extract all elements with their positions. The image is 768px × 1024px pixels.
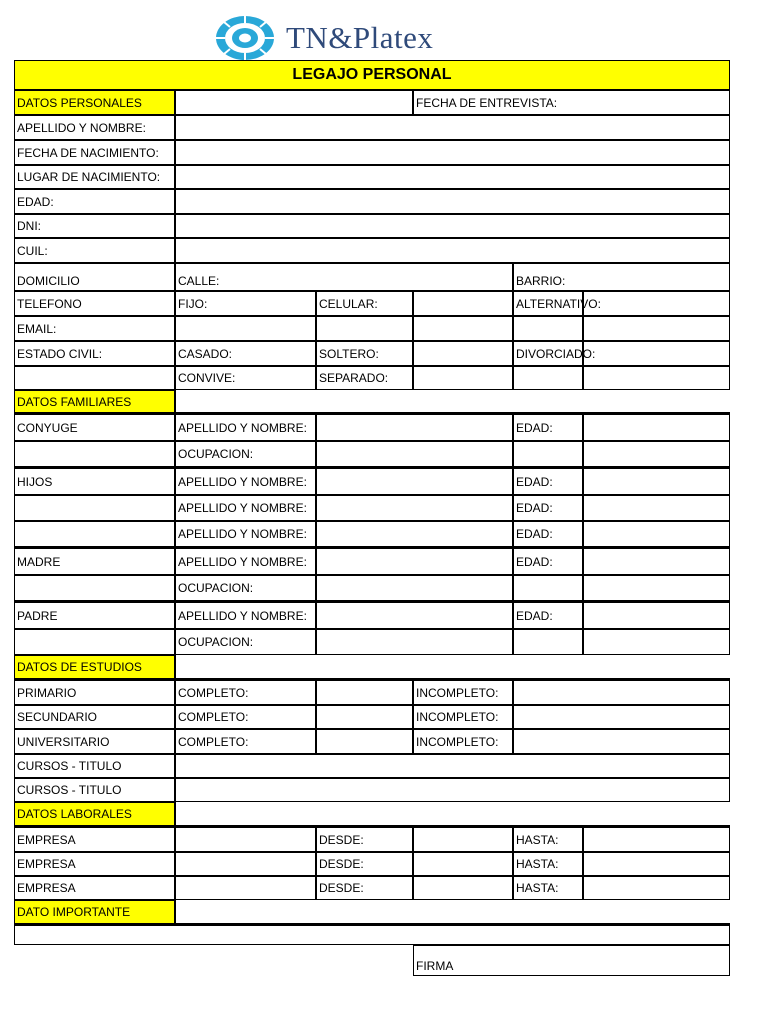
madre-ocupacion-label: OCUPACION: [175, 575, 316, 601]
universitario-incompleto-label: INCOMPLETO: [413, 729, 513, 754]
sun-logo-icon [214, 14, 276, 62]
hijo-1-edad-field[interactable] [583, 468, 730, 495]
conyuge-ocupacion-field[interactable] [316, 441, 513, 467]
universitario-incompleto-field[interactable] [513, 729, 730, 754]
apellido-nombre-field[interactable] [175, 115, 730, 140]
lugar-nacimiento-field[interactable] [175, 165, 730, 189]
empresa-3-field[interactable] [175, 876, 316, 900]
madre-ocupacion-cell-5[interactable] [583, 575, 730, 601]
empresa-1-hasta-label: HASTA: [513, 827, 583, 852]
calle-field[interactable] [175, 263, 513, 291]
secundario-incompleto-label: INCOMPLETO: [413, 705, 513, 729]
section-dato-importante: DATO IMPORTANTE [14, 900, 175, 924]
dni-label: DNI: [14, 214, 175, 238]
hijo-1-apellido-label: APELLIDO Y NOMBRE: [175, 468, 316, 495]
cursos-titulo-1-field[interactable] [175, 754, 730, 778]
firma-label: FIRMA [416, 959, 454, 973]
secundario-completo-label: COMPLETO: [175, 705, 316, 729]
email-cell-2[interactable] [316, 316, 413, 341]
casado-label: CASADO: [178, 346, 233, 361]
padre-ocupacion-label: OCUPACION: [175, 629, 316, 655]
convive-label: CONVIVE: [178, 371, 236, 385]
fecha-nacimiento-label: FECHA DE NACIMIENTO: [14, 140, 175, 165]
estado-civil-blank [14, 366, 175, 390]
secundario-label: SECUNDARIO [14, 705, 175, 729]
calle-label: CALLE: [178, 274, 220, 288]
dato-importante-spacer [175, 900, 730, 924]
primario-incompleto-label: INCOMPLETO: [413, 680, 513, 705]
empresa-1-hasta-field[interactable] [583, 827, 730, 852]
primario-completo-label: COMPLETO: [175, 680, 316, 705]
empresa-1-desde-label: DESDE: [316, 827, 413, 852]
empresa-3-hasta-label: HASTA: [513, 876, 583, 900]
conyuge-ocupacion-cell-5[interactable] [583, 441, 730, 467]
dato-importante-field[interactable] [14, 925, 730, 945]
hijo-2-edad-label: EDAD: [513, 495, 583, 521]
cuil-field[interactable] [175, 238, 730, 263]
conyuge-ocupacion-cell-4[interactable] [513, 441, 583, 467]
hijos-blank-3 [14, 521, 175, 547]
universitario-label: UNIVERSITARIO [14, 729, 175, 754]
conyuge-label: CONYUGE [14, 414, 175, 441]
separado-label: SEPARADO: [316, 366, 413, 390]
convive-field[interactable] [175, 366, 316, 390]
divorciado-label: DIVORCIADO: [513, 341, 583, 366]
padre-ocupacion-cell-5[interactable] [583, 629, 730, 655]
fijo-label: FIJO: [178, 296, 208, 311]
padre-edad-field[interactable] [583, 602, 730, 629]
edad-label: EDAD: [14, 189, 175, 214]
empresa-2-hasta-field[interactable] [583, 852, 730, 876]
section-datos-laborales: DATOS LABORALES [14, 802, 175, 826]
empresa-2-field[interactable] [175, 852, 316, 876]
fecha-nacimiento-field[interactable] [175, 140, 730, 165]
lugar-nacimiento-label: LUGAR DE NACIMIENTO: [14, 165, 175, 189]
padre-ocupacion-field[interactable] [316, 629, 513, 655]
legajo-form [14, 60, 730, 976]
barrio-field[interactable] [513, 263, 730, 291]
primario-incompleto-field[interactable] [513, 680, 730, 705]
barrio-label: BARRIO: [516, 274, 566, 288]
empresa-3-label: EMPRESA [14, 876, 175, 900]
fijo-field[interactable] [175, 291, 316, 316]
email-cell-4[interactable] [513, 316, 583, 341]
madre-ocupacion-field[interactable] [316, 575, 513, 601]
primario-label: PRIMARIO [14, 680, 175, 705]
section-datos-personales: DATOS PERSONALES [14, 90, 175, 115]
email-cell-5[interactable] [583, 316, 730, 341]
conyuge-blank [14, 441, 175, 467]
conyuge-apellido-label: APELLIDO Y NOMBRE: [175, 414, 316, 441]
apellido-nombre-label: APELLIDO Y NOMBRE: [14, 115, 175, 140]
celular-field[interactable] [413, 291, 513, 316]
separado-field[interactable] [413, 366, 513, 390]
madre-apellido-label: APELLIDO Y NOMBRE: [175, 548, 316, 575]
cursos-titulo-2-field[interactable] [175, 778, 730, 802]
conyuge-ocupacion-label: OCUPACION: [175, 441, 316, 467]
hijo-3-apellido-label: APELLIDO Y NOMBRE: [175, 521, 316, 547]
cuil-label: CUIL: [14, 238, 175, 263]
padre-edad-label: EDAD: [513, 602, 583, 629]
empresa-1-label: EMPRESA [14, 827, 175, 852]
empresa-2-desde-label: DESDE: [316, 852, 413, 876]
empresa-2-hasta-label: HASTA: [513, 852, 583, 876]
dni-field[interactable] [175, 214, 730, 238]
secundario-completo-field[interactable] [316, 705, 413, 729]
universitario-completo-field[interactable] [316, 729, 413, 754]
padre-ocupacion-cell-4[interactable] [513, 629, 583, 655]
estado-civil-cell-6[interactable] [583, 366, 730, 390]
estado-civil-label: ESTADO CIVIL: [14, 341, 175, 366]
empresa-1-field[interactable] [175, 827, 316, 852]
conyuge-edad-field[interactable] [583, 414, 730, 441]
secundario-incompleto-field[interactable] [513, 705, 730, 729]
celular-label: CELULAR: [316, 291, 413, 316]
company-logo [214, 12, 433, 64]
hijos-blank-2 [14, 495, 175, 521]
estado-civil-cell-5[interactable] [513, 366, 583, 390]
padre-label: PADRE [14, 602, 175, 629]
datos-estudios-spacer [175, 655, 730, 679]
telefono-label: TELEFONO [14, 291, 175, 316]
universitario-completo-label: COMPLETO: [175, 729, 316, 754]
conyuge-apellido-field[interactable] [316, 414, 513, 441]
cursos-titulo-1-label: CURSOS - TITULO [14, 754, 175, 778]
hijo-1-edad-label: EDAD: [513, 468, 583, 495]
padre-apellido-field[interactable] [316, 602, 513, 629]
empresa-3-desde-field[interactable] [413, 876, 513, 900]
hijo-2-apellido-field[interactable] [316, 495, 513, 521]
madre-ocupacion-cell-4[interactable] [513, 575, 583, 601]
cursos-titulo-2-label: CURSOS - TITULO [14, 778, 175, 802]
divorciado-field[interactable] [583, 341, 730, 366]
section-datos-familiares: DATOS FAMILIARES [14, 390, 175, 414]
hijo-3-edad-field[interactable] [583, 521, 730, 547]
hijo-3-edad-label: EDAD: [513, 521, 583, 547]
datos-familiares-spacer [175, 390, 730, 414]
conyuge-edad-label: EDAD: [513, 414, 583, 441]
hijo-2-apellido-label: APELLIDO Y NOMBRE: [175, 495, 316, 521]
hijos-label: HIJOS [14, 468, 175, 495]
madre-label: MADRE [14, 548, 175, 575]
madre-edad-label: EDAD: [513, 548, 583, 575]
form-title: LEGAJO PERSONAL [14, 60, 730, 90]
madre-blank [14, 575, 175, 601]
company-name: TN&Platex [286, 20, 434, 55]
fecha-entrevista-field[interactable] [413, 90, 730, 115]
casado-field[interactable] [175, 341, 316, 366]
hijo-1-apellido-field[interactable] [316, 468, 513, 495]
alternativo-label: ALTERNATIVO: [513, 291, 583, 316]
edad-field[interactable] [175, 189, 730, 214]
domicilio-label: DOMICILIO [14, 263, 175, 291]
empresa-1-desde-field[interactable] [413, 827, 513, 852]
hijo-2-edad-field[interactable] [583, 495, 730, 521]
alternativo-field[interactable] [583, 291, 730, 316]
email-cell-3[interactable] [413, 316, 513, 341]
email-label: EMAIL: [14, 316, 175, 341]
madre-apellido-field[interactable] [316, 548, 513, 575]
soltero-field[interactable] [413, 341, 513, 366]
primario-completo-field[interactable] [316, 680, 413, 705]
empresa-2-desde-field[interactable] [413, 852, 513, 876]
padre-apellido-label: APELLIDO Y NOMBRE: [175, 602, 316, 629]
madre-edad-field[interactable] [583, 548, 730, 575]
email-field[interactable] [175, 316, 316, 341]
firma-field[interactable] [413, 945, 730, 976]
soltero-label: SOLTERO: [316, 341, 413, 366]
empresa-3-desde-label: DESDE: [316, 876, 413, 900]
datos-personales-field[interactable] [175, 90, 413, 115]
section-datos-estudios: DATOS DE ESTUDIOS [14, 655, 175, 679]
datos-laborales-spacer [175, 802, 730, 826]
padre-blank [14, 629, 175, 655]
empresa-2-label: EMPRESA [14, 852, 175, 876]
hijo-3-apellido-field[interactable] [316, 521, 513, 547]
fecha-entrevista-label: FECHA DE ENTREVISTA: [416, 95, 558, 110]
empresa-3-hasta-field[interactable] [583, 876, 730, 900]
